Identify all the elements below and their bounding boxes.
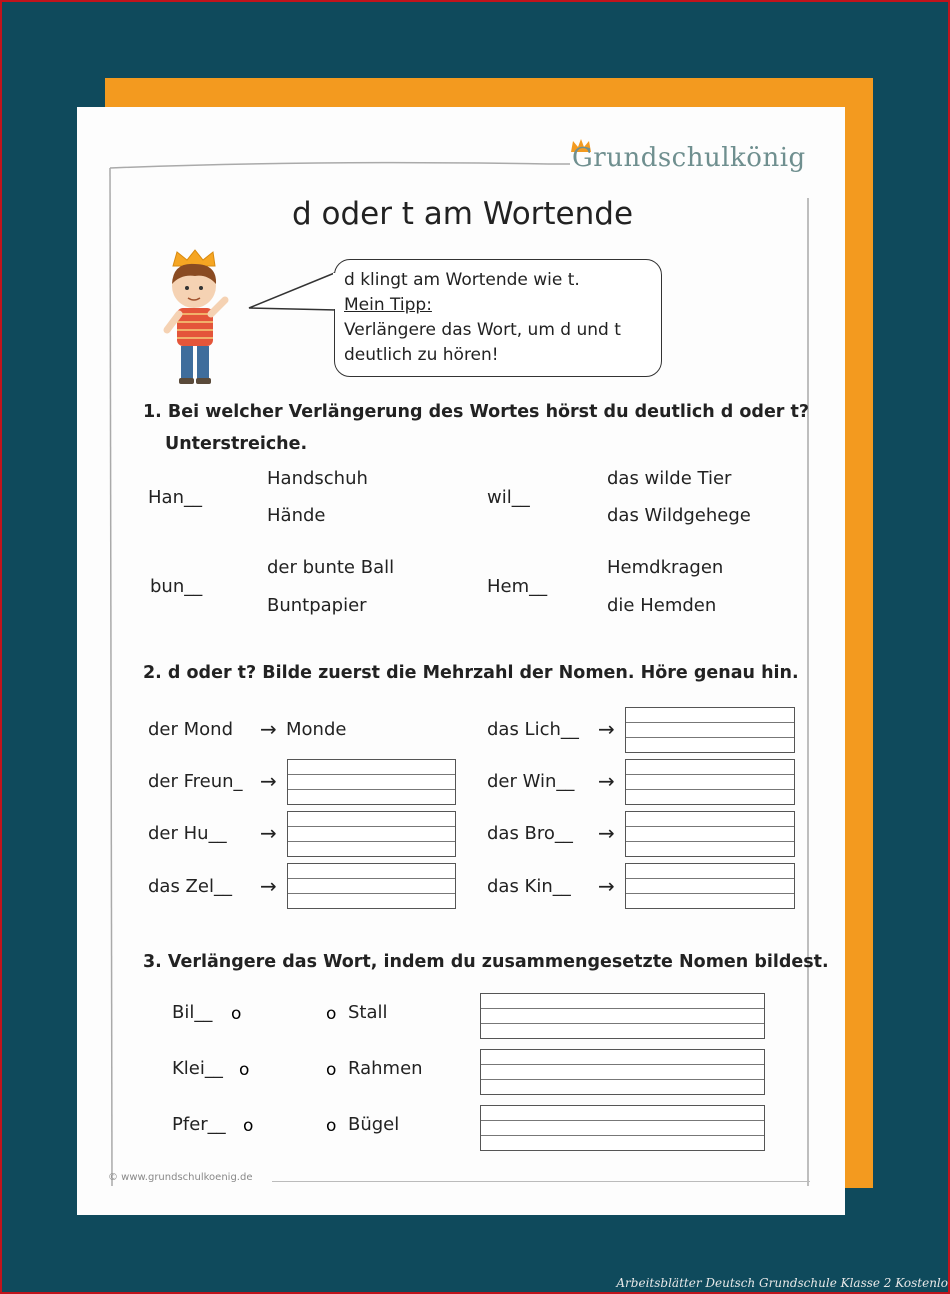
- connector-dot[interactable]: o: [243, 1116, 254, 1136]
- task-1-subheading: Unterstreiche.: [165, 434, 308, 454]
- arrow-right-icon: →: [260, 717, 277, 741]
- task-3-heading: 3. Verlängere das Wort, indem du zusammengesetzte Nomen bildest.: [143, 952, 829, 972]
- task-2-example-answer: Monde: [286, 719, 347, 740]
- task-1-option[interactable]: das wilde Tier: [607, 468, 732, 489]
- arrow-right-icon: →: [598, 717, 615, 741]
- task-1-option[interactable]: Hemdkragen: [607, 557, 724, 578]
- answer-field[interactable]: [480, 993, 765, 1039]
- answer-field[interactable]: [480, 1105, 765, 1151]
- task-2-noun: das Lich__: [487, 719, 579, 740]
- copyright-footer: © www.grundschulkoenig.de: [108, 1172, 253, 1183]
- task-1-stem: Han__: [148, 487, 202, 508]
- image-caption: Arbeitsblätter Deutsch Grundschule Klasse 2 Kostenlo: [616, 1276, 948, 1290]
- bubble-line-1: d klingt am Wortende wie t.: [344, 270, 580, 290]
- speech-bubble-tail-cover: [333, 273, 339, 313]
- bubble-text: [344, 268, 621, 368]
- task-1-option[interactable]: das Wildgehege: [607, 505, 751, 526]
- bubble-line-3: Verlängere das Wort, um d und t: [344, 320, 621, 340]
- task-1-option[interactable]: die Hemden: [607, 595, 717, 616]
- answer-field[interactable]: [287, 811, 456, 857]
- task-1-stem: bun__: [150, 576, 203, 597]
- task-1-option[interactable]: Buntpapier: [267, 595, 367, 616]
- answer-field[interactable]: [480, 1049, 765, 1095]
- task-2-noun: der Win__: [487, 771, 575, 792]
- boy-with-crown-illustration: [155, 248, 235, 388]
- task-1-option[interactable]: Hände: [267, 505, 326, 526]
- task-2-noun: der Hu__: [148, 823, 227, 844]
- answer-field[interactable]: [625, 759, 795, 805]
- task-2-noun: das Kin__: [487, 876, 571, 897]
- arrow-right-icon: →: [260, 874, 277, 898]
- task-3-ending: Rahmen: [348, 1058, 423, 1079]
- task-2-noun: das Zel__: [148, 876, 232, 897]
- connector-dot[interactable]: o: [239, 1060, 250, 1080]
- task-3-ending: Stall: [348, 1002, 388, 1023]
- brand-logo: Grundschulkönig: [572, 143, 806, 173]
- task-2-heading: 2. d oder t? Bilde zuerst die Mehrzahl der Nomen. Höre genau hin.: [143, 663, 799, 683]
- arrow-right-icon: →: [260, 769, 277, 793]
- task-1-stem: Hem__: [487, 576, 548, 597]
- page-title: d oder t am Wortende: [291, 196, 634, 232]
- task-1-option[interactable]: der bunte Ball: [267, 557, 395, 578]
- arrow-right-icon: →: [260, 821, 277, 845]
- arrow-right-icon: →: [598, 874, 615, 898]
- connector-dot[interactable]: o: [231, 1004, 242, 1024]
- arrow-right-icon: →: [598, 769, 615, 793]
- task-2-noun: der Mond: [148, 719, 233, 740]
- arrow-right-icon: →: [598, 821, 615, 845]
- task-2-noun: der Freun_: [148, 771, 243, 792]
- task-1-option[interactable]: Handschuh: [267, 468, 368, 489]
- task-3-stem: Pfer__: [172, 1114, 226, 1135]
- connector-dot[interactable]: o: [326, 1116, 337, 1136]
- task-3-stem: Klei__: [172, 1058, 223, 1079]
- answer-field[interactable]: [625, 707, 795, 753]
- bubble-line-2: Mein Tipp:: [344, 295, 432, 315]
- answer-field[interactable]: [287, 759, 456, 805]
- answer-field[interactable]: [625, 863, 795, 909]
- task-1-heading: 1. Bei welcher Verlängerung des Wortes hörst du deutlich d oder t?: [143, 402, 810, 422]
- answer-field[interactable]: [287, 863, 456, 909]
- task-1-stem: wil__: [487, 487, 530, 508]
- task-3-ending: Bügel: [348, 1114, 400, 1135]
- task-3-stem: Bil__: [172, 1002, 213, 1023]
- connector-dot[interactable]: o: [326, 1060, 337, 1080]
- task-2-noun: das Bro__: [487, 823, 573, 844]
- footer-divider: [272, 1181, 810, 1182]
- answer-field[interactable]: [625, 811, 795, 857]
- connector-dot[interactable]: o: [326, 1004, 337, 1024]
- bubble-line-4: deutlich zu hören!: [344, 345, 499, 365]
- speech-bubble-tail: [245, 270, 345, 330]
